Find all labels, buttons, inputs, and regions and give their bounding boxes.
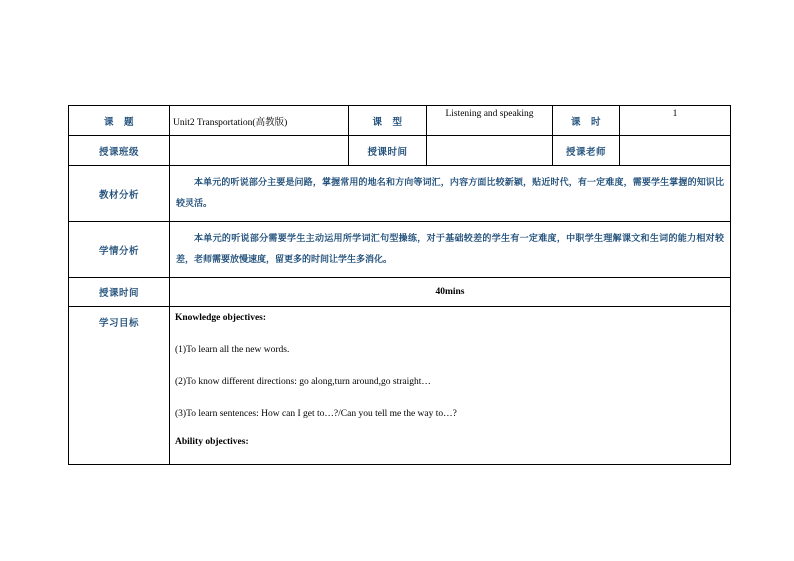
teacher-value (620, 136, 731, 166)
class-value (170, 136, 349, 166)
objective-item-1: (1)To learn all the new words. (175, 345, 290, 355)
learner-analysis-label: 学情分析 (69, 222, 170, 278)
ability-objectives-heading: Ability objectives: (175, 437, 249, 447)
teacher-label: 授课老师 (553, 136, 620, 166)
objectives-content (170, 307, 731, 465)
teaching-time-label: 授课时间 (349, 136, 427, 166)
row-objectives (69, 307, 731, 465)
teaching-time-value (427, 136, 553, 166)
textbook-analysis-label: 教材分析 (69, 166, 170, 222)
lesson-type-value: Listening and speaking (427, 106, 553, 136)
class-hours-value: 1 (620, 106, 731, 136)
row-class-info (69, 136, 731, 166)
lesson-plan-sheet (68, 105, 731, 465)
row-topic (69, 106, 731, 136)
lesson-type-label: 课 型 (349, 106, 427, 136)
class-hours-label: 课 时 (553, 106, 620, 136)
lesson-plan-table (68, 105, 731, 465)
topic-value: Unit2 Transportation(高教版) (170, 106, 349, 136)
knowledge-objectives-heading: Knowledge objectives: (175, 313, 267, 323)
learner-analysis-text: 本单元的听说部分需要学生主动运用所学词汇句型操练，对于基础较差的学生有一定难度，中职学生理解课文和生词的能力相对较差，老师需要放慢速度，留更多的时间让学生多消化。 (170, 222, 731, 278)
textbook-analysis-text: 本单元的听说部分主要是问路，掌握常用的地名和方向等词汇，内容方面比较新颖，贴近时代，有一定难度，需要学生掌握的知识比较灵活。 (170, 166, 731, 222)
row-duration (69, 278, 731, 307)
topic-label: 课 题 (69, 106, 170, 136)
row-textbook-analysis (69, 166, 731, 222)
class-label: 授课班级 (69, 136, 170, 166)
duration-value: 40mins (170, 278, 731, 307)
objective-item-2: (2)To know different directions: go along,turn around,go straight… (175, 377, 431, 387)
row-learner-analysis (69, 222, 731, 278)
objective-item-3: (3)To learn sentences: How can I get to…?/Can you tell me the way to…? (175, 409, 457, 419)
duration-label: 授课时间 (69, 278, 170, 307)
objectives-label: 学习目标 (69, 307, 170, 465)
